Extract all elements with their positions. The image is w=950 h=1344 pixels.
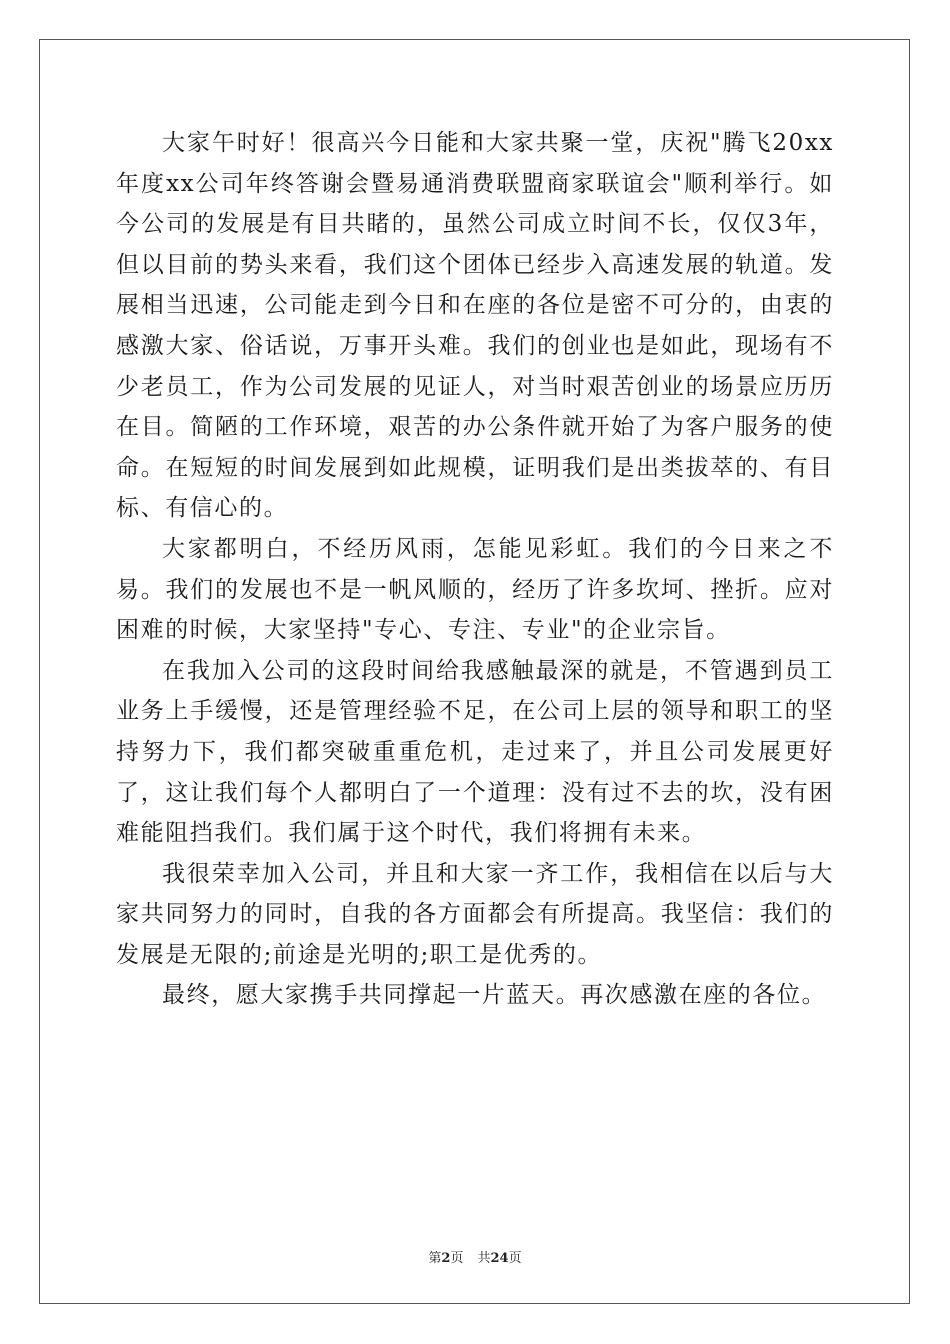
current-page-number: 2 [441,1251,451,1266]
total-page-count: 24 [490,1251,509,1266]
page-prefix: 第 [428,1251,442,1266]
paragraph-3: 在我加入公司的这段时间给我感触最深的就是，不管遇到员工业务上手缓慢，还是管理经验不足，在公司上层的领导和职工的坚持努力下，我们都突破重重危机，走过来了，并且公司发展更好了，这让我们每个人都明白了一个道理：没有过不去的坎，没有困难能阻挡我们。我们属于这个时代，我们将拥有未来。 [116,657,834,847]
total-suffix: 页 [508,1251,522,1266]
paragraph-1: 大家午时好！很高兴今日能和大家共聚一堂，庆祝"腾飞20xx年度xx公司年终答谢会暨易通消费联盟商家联谊会"顺利举行。如今公司的发展是有目共睹的，虽然公司成立时间不长，仅仅3年，但以目前的势头来看，我们这个团体已经步入高速发展的轨道。发展相当迅速，公司能走到今日和在座的各位是密不可分的，由衷的感激大家、俗话说，万事开头难。我们的创业也是如此，现场有不少老员工，作为公司发展的见证人，对当时艰苦创业的场景应历历在目。简陋的工作环境，艰苦的办公条件就开始了为客户服务的使命。在短短的时间发展到如此规模，证明我们是出类拔萃的、有目标、有信心的。 [116,130,834,522]
paragraph-5: 最终，愿大家携手共同撑起一片蓝天。再次感激在座的各位。 [162,982,827,1009]
paragraph-2: 大家都明白，不经历风雨，怎能见彩虹。我们的今日来之不易。我们的发展也不是一帆风顺的，经历了许多坎坷、挫折。应对困难的时候，大家坚持"专心、专注、专业"的企业宗旨。 [116,535,834,644]
document-body [116,123,834,1016]
page-footer [0,1247,950,1266]
page-suffix: 页 [450,1251,464,1266]
total-prefix: 共 [477,1251,491,1266]
paragraph-4: 我很荣幸加入公司，并且和大家一齐工作，我相信在以后与大家共同努力的同时，自我的各方面都会有所提高。我坚信：我们的发展是无限的;前途是光明的;职工是优秀的。 [116,860,834,968]
